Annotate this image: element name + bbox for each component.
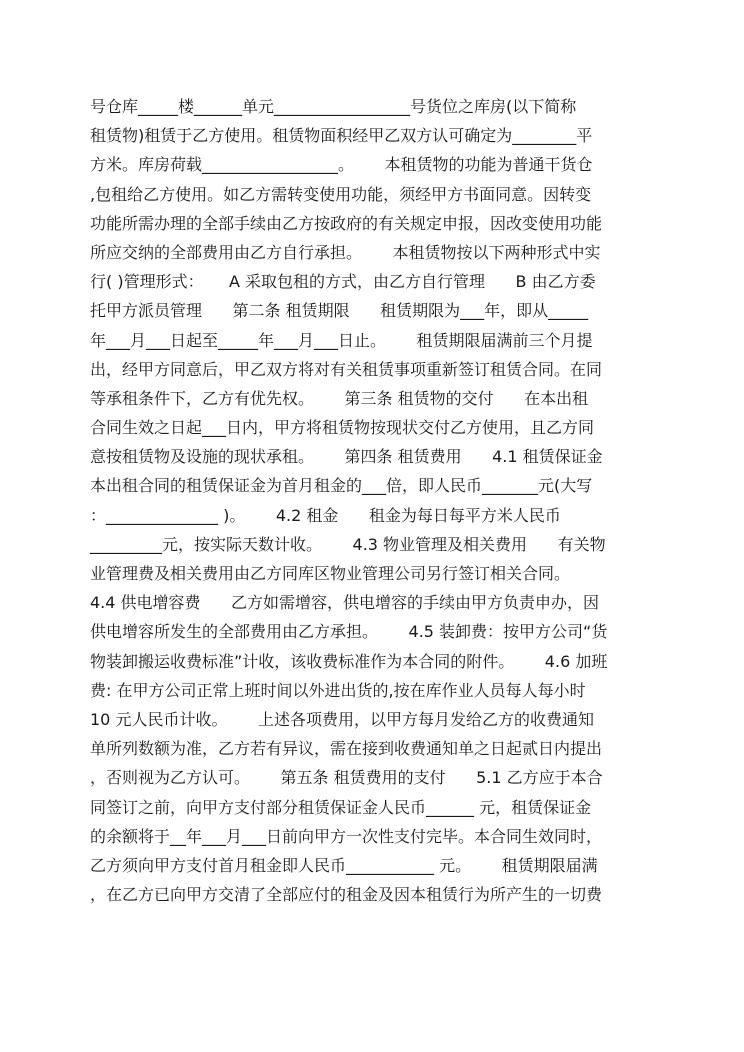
text-line: 年___月___日起至_____年___月___日止。 租赁期限届满前三个月提 [90, 330, 593, 350]
text-line: 费: 在甲方公司正常上班时间以外进出货的,按在库作业人员每人每小时 [90, 680, 586, 700]
text-line: _________元，按实际天数计收。 4.3 物业管理及相关费用 有关物 [90, 534, 606, 554]
text-line: ，在乙方已向甲方交清了全部应付的租金及因本租赁行为所产生的一切费 [90, 885, 603, 905]
text-line: 租赁物)租赁于乙方使用。租赁物面积经甲乙双方认可确定为________平 [90, 126, 593, 146]
text-line: 号仓库_____楼______单元_________________号货位之库房(以下简称 [90, 97, 577, 116]
text-line: 业管理费及相关费用由乙方同库区物业管理公司另行签订相关合同。 [90, 564, 571, 583]
text-line: 等承租条件下，乙方有优先权。 第三条 租赁物的交付 在本出租 [90, 388, 589, 408]
text-line: 供电增容所发生的全部费用由乙方承担。 4.5 装卸费：按甲方公司“货 [90, 622, 608, 642]
text-line: 出，经甲方同意后，甲乙双方将对有关租赁事项重新签订租赁合同。在同 [90, 359, 603, 379]
contract-text-block [90, 92, 670, 909]
text-line: 单所列数额为准，乙方若有异议，需在接到收费通知单之日起贰日内提出 [90, 739, 603, 759]
text-line: ,包租给乙方使用。如乙方需转变使用功能，须经甲方书面同意。因转变 [90, 184, 592, 204]
text-line: 功能所需办理的全部手续由乙方按政府的有关规定申报，因改变使用功能 [90, 213, 603, 233]
text-line: 4.4 供电增容费 乙方如需增容，供电增容的手续由甲方负责申办，因 [90, 593, 600, 613]
text-line: 方米。库房荷载_________________。 本租赁物的功能为普通干货仓 [90, 155, 593, 175]
text-line: 物装卸搬运收费标准”计收，该收费标准作为本合同的附件。 4.6 加班 [90, 651, 608, 671]
text-line: 合同生效之日起___日内，甲方将租赁物按现状交付乙方使用，且乙方同 [90, 418, 595, 438]
text-line: 10 元人民币计收。 上述各项费用，以甲方每月发给乙方的收费通知 [90, 709, 594, 729]
text-line: 所应交纳的全部费用由乙方自行承担。 本租赁物按以下两种形式中实 [90, 242, 601, 262]
text-line: 同签订之前，向甲方支付部分租赁保证金人民币______ 元，租赁保证金 [90, 797, 592, 817]
text-line: 托甲方派员管理 第二条 租赁期限 租赁期限为___年，即从_____ [90, 301, 589, 321]
text-line: ：______________ )。 4.2 租金 租金为每日每平方米人民币 [90, 505, 561, 525]
text-line: 行( )管理形式： A 采取包租的方式，由乙方自行管理 B 由乙方委 [90, 272, 596, 292]
text-line: 乙方须向甲方支付首月租金即人民币___________ 元。 租赁期限届满 [90, 855, 598, 875]
text-line: 本出租合同的租赁保证金为首月租金的___倍，即人民币_______元(大写 [90, 476, 593, 496]
text-line: 意按租赁物及设施的现状承租。 第四条 租赁费用 4.1 租赁保证金 [90, 447, 603, 467]
text-line: 的余额将于__年___月___日前向甲方一次性支付完毕。本合同生效同时， [90, 826, 603, 846]
text-line: ，否则视为乙方认可。 第五条 租赁费用的支付 5.1 乙方应于本合 [90, 768, 603, 788]
